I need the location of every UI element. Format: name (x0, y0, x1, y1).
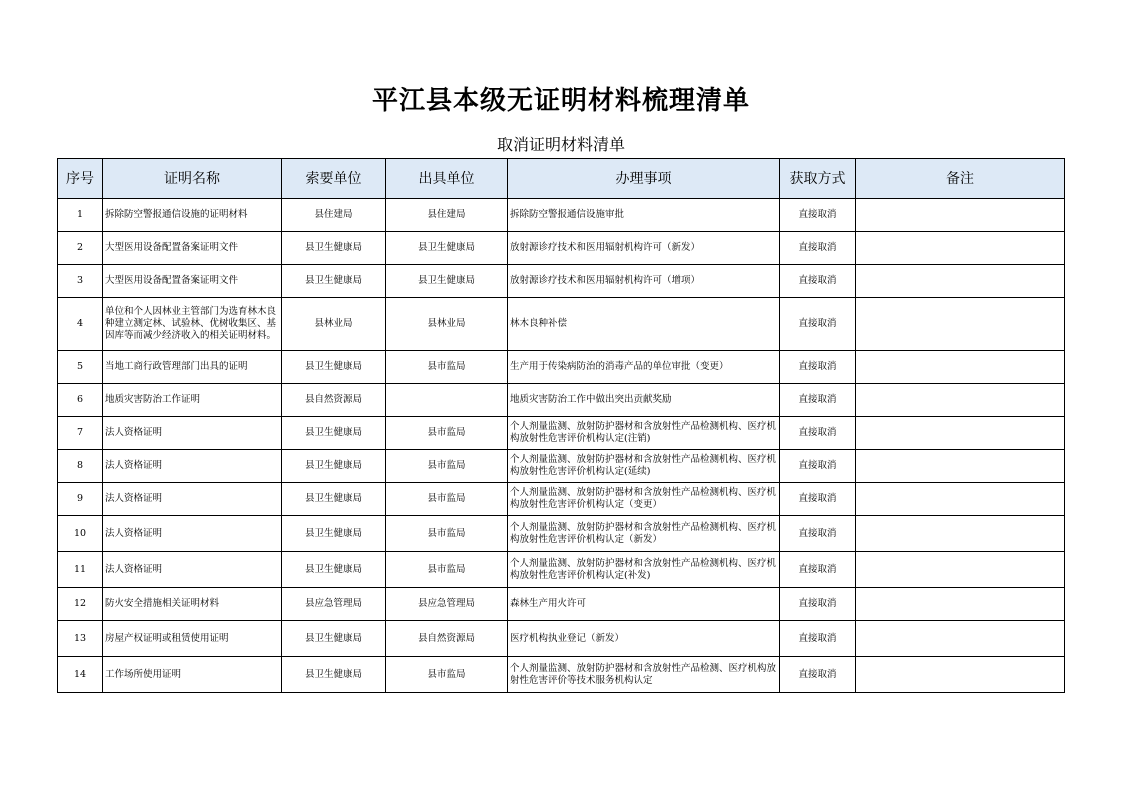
cell-matter: 个人剂量监测、放射防护器材和含放射性产品检测机构、医疗机构放射性危害评价机构认定（变更） (508, 483, 780, 516)
cell-note (856, 588, 1065, 621)
cell-method: 直接取消 (780, 621, 856, 657)
table-row (58, 657, 1065, 693)
cell-cert-name: 地质灾害防治工作证明 (103, 384, 282, 417)
cell-issuing-unit: 县市监局 (386, 351, 508, 384)
cell-matter: 放射源诊疗技术和医用辐射机构许可（增项） (508, 265, 780, 298)
cell-note (856, 450, 1065, 483)
cell-issuing-unit: 县自然资源局 (386, 621, 508, 657)
cell-note (856, 657, 1065, 693)
cell-issuing-unit: 县卫生健康局 (386, 232, 508, 265)
table-row (58, 298, 1065, 351)
table-row (58, 483, 1065, 516)
cell-cert-name: 大型医用设备配置备案证明文件 (103, 265, 282, 298)
cell-requesting-unit: 县卫生健康局 (282, 552, 386, 588)
page-title: 平江县本级无证明材料梳理清单 (371, 86, 750, 116)
cell-requesting-unit: 县自然资源局 (282, 384, 386, 417)
cell-issuing-unit (386, 384, 508, 417)
cell-matter: 个人剂量监测、放射防护器材和含放射性产品检测、医疗机构放射性危害评价等技术服务机构认定 (508, 657, 780, 693)
table-row (58, 199, 1065, 232)
table-row (58, 417, 1065, 450)
cell-requesting-unit: 县卫生健康局 (282, 232, 386, 265)
cell-seq: 12 (58, 588, 103, 621)
cell-seq: 6 (58, 384, 103, 417)
cell-matter: 医疗机构执业登记（新发） (508, 621, 780, 657)
cell-requesting-unit: 县卫生健康局 (282, 516, 386, 552)
table-row (58, 588, 1065, 621)
cell-method: 直接取消 (780, 588, 856, 621)
cell-note (856, 552, 1065, 588)
cell-requesting-unit: 县卫生健康局 (282, 351, 386, 384)
cell-cert-name: 大型医用设备配置备案证明文件 (103, 232, 282, 265)
cell-note (856, 232, 1065, 265)
cell-note (856, 417, 1065, 450)
cell-note (856, 516, 1065, 552)
cell-requesting-unit: 县卫生健康局 (282, 417, 386, 450)
cell-cert-name: 单位和个人因林业主管部门为选育林木良种建立测定林、试验林、优树收集区、基因库等而减少经济收入的相关证明材料。 (103, 298, 282, 351)
cell-matter: 个人剂量监测、放射防护器材和含放射性产品检测机构、医疗机构放射性危害评价机构认定(补发) (508, 552, 780, 588)
header-cert-name: 证明名称 (103, 159, 282, 199)
cell-matter: 森林生产用火许可 (508, 588, 780, 621)
table-header-row (58, 159, 1065, 199)
header-issuing-unit: 出具单位 (386, 159, 508, 199)
cell-note (856, 351, 1065, 384)
cell-cert-name: 法人资格证明 (103, 516, 282, 552)
cell-method: 直接取消 (780, 417, 856, 450)
cell-cert-name: 法人资格证明 (103, 450, 282, 483)
cell-cert-name: 房屋产权证明或租赁使用证明 (103, 621, 282, 657)
cell-method: 直接取消 (780, 265, 856, 298)
cell-requesting-unit: 县林业局 (282, 298, 386, 351)
cell-seq: 9 (58, 483, 103, 516)
certificate-table (57, 158, 1065, 693)
cell-issuing-unit: 县市监局 (386, 552, 508, 588)
cell-seq: 5 (58, 351, 103, 384)
cell-issuing-unit: 县市监局 (386, 657, 508, 693)
cell-matter: 个人剂量监测、放射防护器材和含放射性产品检测机构、医疗机构放射性危害评价机构认定(注销) (508, 417, 780, 450)
table-row (58, 232, 1065, 265)
header-requesting-unit: 索要单位 (282, 159, 386, 199)
cell-issuing-unit: 县市监局 (386, 483, 508, 516)
cell-method: 直接取消 (780, 232, 856, 265)
cell-matter: 个人剂量监测、放射防护器材和含放射性产品检测机构、医疗机构放射性危害评价机构认定（新发） (508, 516, 780, 552)
cell-issuing-unit: 县市监局 (386, 417, 508, 450)
table-row (58, 516, 1065, 552)
table-row (58, 450, 1065, 483)
cell-cert-name: 拆除防空警报通信设施的证明材料 (103, 199, 282, 232)
cell-matter: 生产用于传染病防治的消毒产品的单位审批（变更） (508, 351, 780, 384)
cell-matter: 林木良种补偿 (508, 298, 780, 351)
cell-seq: 13 (58, 621, 103, 657)
header-seq: 序号 (58, 159, 103, 199)
cell-method: 直接取消 (780, 450, 856, 483)
cell-seq: 3 (58, 265, 103, 298)
cell-requesting-unit: 县住建局 (282, 199, 386, 232)
cell-seq: 11 (58, 552, 103, 588)
cell-matter: 地质灾害防治工作中做出突出贡献奖励 (508, 384, 780, 417)
header-note: 备注 (856, 159, 1065, 199)
cell-requesting-unit: 县卫生健康局 (282, 450, 386, 483)
cell-seq: 1 (58, 199, 103, 232)
cell-matter: 个人剂量监测、放射防护器材和含放射性产品检测机构、医疗机构放射性危害评价机构认定(延续) (508, 450, 780, 483)
cell-note (856, 621, 1065, 657)
cell-method: 直接取消 (780, 657, 856, 693)
cell-seq: 14 (58, 657, 103, 693)
cell-method: 直接取消 (780, 298, 856, 351)
table-row (58, 384, 1065, 417)
table-row (58, 351, 1065, 384)
cell-issuing-unit: 县市监局 (386, 516, 508, 552)
header-matter: 办理事项 (508, 159, 780, 199)
cell-cert-name: 法人资格证明 (103, 417, 282, 450)
cell-requesting-unit: 县卫生健康局 (282, 483, 386, 516)
cell-cert-name: 法人资格证明 (103, 483, 282, 516)
cell-method: 直接取消 (780, 384, 856, 417)
cell-method: 直接取消 (780, 351, 856, 384)
cell-seq: 8 (58, 450, 103, 483)
cell-seq: 4 (58, 298, 103, 351)
cell-note (856, 298, 1065, 351)
cell-note (856, 384, 1065, 417)
cell-cert-name: 工作场所使用证明 (103, 657, 282, 693)
cell-cert-name: 法人资格证明 (103, 552, 282, 588)
cell-cert-name: 当地工商行政管理部门出具的证明 (103, 351, 282, 384)
table-row (58, 621, 1065, 657)
cell-requesting-unit: 县卫生健康局 (282, 621, 386, 657)
cell-issuing-unit: 县卫生健康局 (386, 265, 508, 298)
cell-note (856, 199, 1065, 232)
cell-note (856, 265, 1065, 298)
table-row (58, 265, 1065, 298)
cell-requesting-unit: 县卫生健康局 (282, 265, 386, 298)
cell-issuing-unit: 县林业局 (386, 298, 508, 351)
cell-seq: 2 (58, 232, 103, 265)
cell-method: 直接取消 (780, 552, 856, 588)
cell-requesting-unit: 县卫生健康局 (282, 657, 386, 693)
cell-seq: 10 (58, 516, 103, 552)
cell-issuing-unit: 县住建局 (386, 199, 508, 232)
cell-matter: 拆除防空警报通信设施审批 (508, 199, 780, 232)
cell-method: 直接取消 (780, 516, 856, 552)
cell-note (856, 483, 1065, 516)
table-row (58, 552, 1065, 588)
cell-requesting-unit: 县应急管理局 (282, 588, 386, 621)
cell-method: 直接取消 (780, 483, 856, 516)
cell-seq: 7 (58, 417, 103, 450)
header-method: 获取方式 (780, 159, 856, 199)
page-subtitle: 取消证明材料清单 (496, 135, 625, 154)
cell-issuing-unit: 县应急管理局 (386, 588, 508, 621)
cell-cert-name: 防火安全措施相关证明材料 (103, 588, 282, 621)
cell-method: 直接取消 (780, 199, 856, 232)
cell-issuing-unit: 县市监局 (386, 450, 508, 483)
cell-matter: 放射源诊疗技术和医用辐射机构许可（新发） (508, 232, 780, 265)
